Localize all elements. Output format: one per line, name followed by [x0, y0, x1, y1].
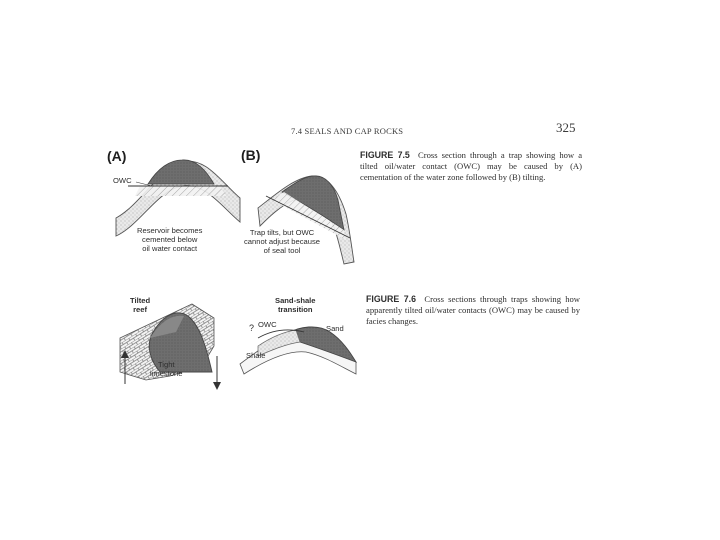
section-header: 7.4 SEALS AND CAP ROCKS [291, 126, 404, 136]
tilted-reef-title [130, 296, 150, 314]
caption-label: FIGURE 7.5 [360, 150, 410, 160]
panel-a-label: (A) [107, 148, 127, 164]
bottom-line: Tight [157, 360, 175, 369]
panel-a-note [137, 226, 202, 254]
sand-shale-title [275, 296, 316, 314]
note-line: oil water contact [142, 244, 198, 254]
title-line: transition [277, 305, 313, 315]
owc-label-a: OWC [113, 176, 132, 185]
title-line: Tilted [130, 296, 151, 305]
note-line: Reservoir becomes [137, 226, 203, 235]
oil-zone-a [148, 160, 214, 184]
figure-7-6-caption [366, 294, 580, 328]
caption-label: FIGURE 7.6 [366, 294, 416, 304]
note-line: of seal tool [263, 246, 301, 256]
fig-7-5a-cross-section [116, 160, 240, 236]
sand-label: Sand [326, 324, 344, 333]
question-mark: ? [249, 323, 255, 333]
tight-limestone-label [150, 360, 183, 378]
page-number: 325 [556, 120, 576, 135]
panel-b-label: (B) [241, 147, 261, 163]
caption-text: Cross section through a trap showing how a tilted oil/water contact (OWC) may be caused by (A) cementation of the water zone followed by (B) tilting. [360, 150, 583, 183]
panel-b-note [244, 228, 320, 256]
title-line: Sand-shale [275, 296, 316, 305]
figure-7-5-caption [360, 150, 582, 184]
subsidence-arrow-head [213, 382, 221, 390]
cemented-zone-a [135, 186, 226, 196]
title-line: reef [133, 305, 148, 315]
shale-label: Shale [246, 351, 266, 360]
owc-label-right: OWC [258, 320, 277, 329]
note-line: cannot adjust because [244, 237, 320, 247]
note-line: Trap tilts, but OWC [249, 228, 315, 237]
bottom-line: limestone [150, 369, 183, 379]
caption-text: Cross sections through traps showing how apparently tilted oil/water contacts (OWC) may be caused by facies changes. [366, 294, 581, 327]
note-line: cemented below [142, 235, 198, 245]
